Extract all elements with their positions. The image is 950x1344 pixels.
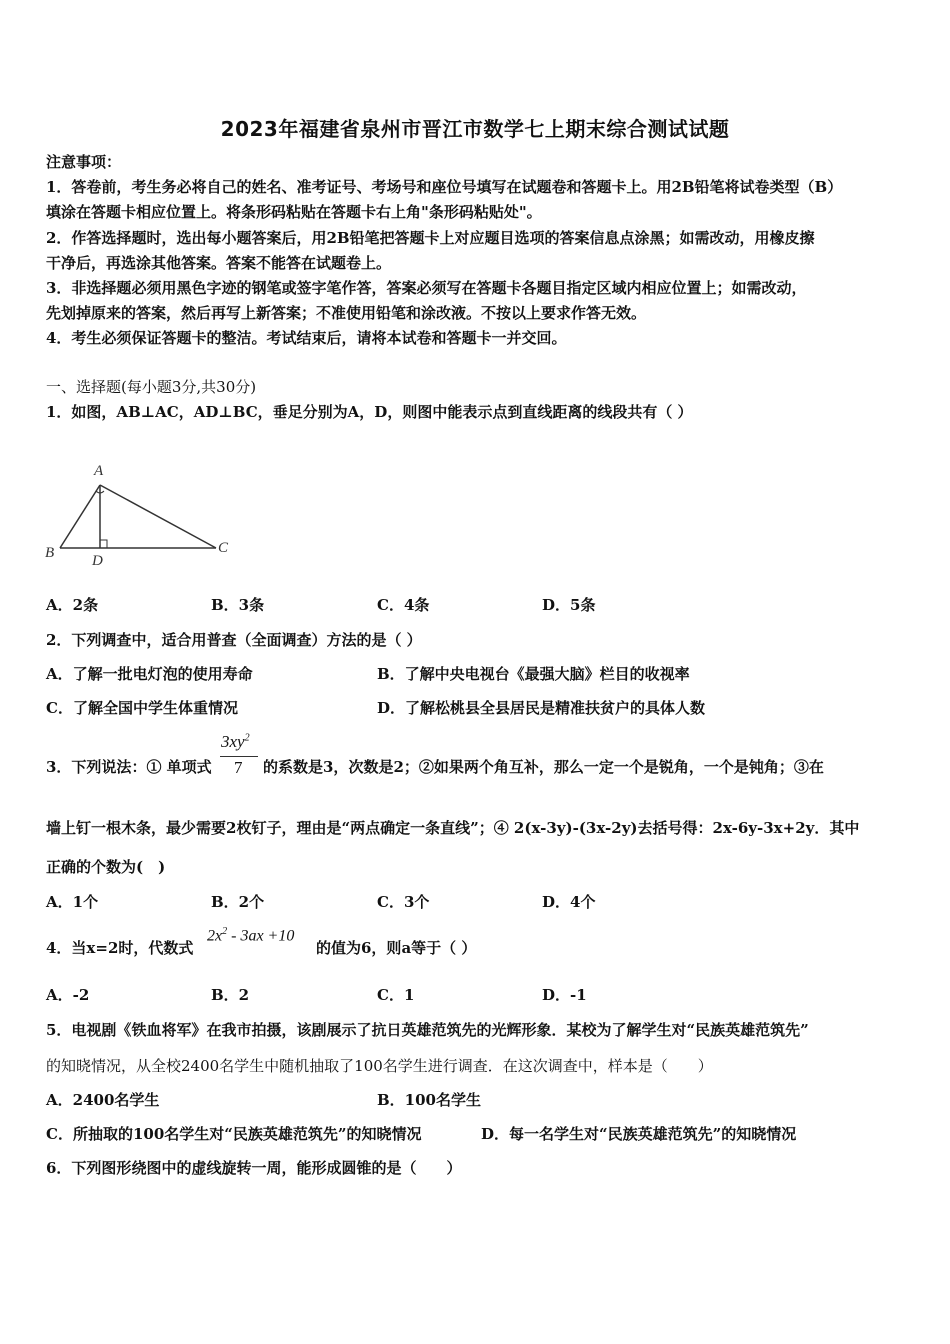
question-3-text: 墙上钉一根木条，最少需要2枚钉子，理由是“两点确定一条直线”；④ 2(x-3y)-(3x-2y)去括号得：2x-6y-3x+2y．其中 bbox=[46, 819, 860, 837]
option-d: D．-1 bbox=[542, 986, 587, 1004]
question-5-stem: 5．电视剧《铁血将军》在我市拍摄，该剧展示了抗日英雄范筑先的光辉形象．某校为了解学生对“民族英雄范筑先” bbox=[46, 1021, 809, 1039]
segment-ab bbox=[60, 485, 100, 548]
notice-line: 1．答卷前，考生务必将自己的姓名、准考证号、考场号和座位号填写在试题卷和答题卡上。用2B铅笔将试卷类型（B） bbox=[46, 178, 843, 196]
option-c: C．3个 bbox=[377, 893, 430, 911]
option-d: D．每一名学生对“民族英雄范筑先”的知晓情况 bbox=[481, 1125, 797, 1143]
option-b: B．了解中央电视台《最强大脑》栏目的收视率 bbox=[377, 665, 690, 683]
fraction-bar bbox=[220, 756, 258, 757]
question-3-text: 的系数是3，次数是2；②如果两个角互补，那么一定一个是锐角，一个是钝角；③在 bbox=[263, 758, 824, 776]
label-c: C bbox=[218, 540, 229, 556]
question-5-text: 的知晓情况，从全校2400名学生中随机抽取了100名学生进行调查．在这次调查中，样本是（ ） bbox=[46, 1057, 713, 1075]
page-title: 2023年福建省泉州市晋江市数学七上期末综合测试试题 bbox=[220, 117, 730, 141]
fraction-denominator: 7 bbox=[234, 758, 243, 777]
label-b: B bbox=[45, 545, 55, 561]
option-a: A．-2 bbox=[46, 986, 90, 1004]
question-4-text: 的值为6，则a等于（ ） bbox=[316, 939, 477, 957]
expr-term: 2x bbox=[207, 927, 223, 945]
right-angle-mark-d bbox=[100, 540, 107, 548]
option-c: C．4条 bbox=[377, 596, 430, 614]
notice-line: 干净后，再选涂其他答案。答案不能答在试题卷上。 bbox=[46, 254, 392, 272]
expr-exponent: 2 bbox=[222, 926, 228, 937]
fraction bbox=[218, 732, 260, 780]
question-6-stem: 6．下列图形绕图中的虚线旋转一周，能形成圆锥的是（ ） bbox=[46, 1159, 462, 1177]
option-d: D．4个 bbox=[542, 893, 596, 911]
option-b: B．2个 bbox=[211, 893, 265, 911]
label-d: D bbox=[92, 553, 103, 569]
notice-line: 3．非选择题必须用黑色字迹的钢笔或签字笔作答，答案必须写在答题卡各题目指定区域内相应位置上；如需改动， bbox=[46, 279, 807, 297]
notice-heading: 注意事项： bbox=[46, 153, 122, 171]
question-1-stem: 1．如图，AB⊥AC，AD⊥BC，垂足分别为A，D，则图中能表示点到直线距离的线段共有（ ） bbox=[46, 403, 693, 421]
algebraic-expression bbox=[207, 926, 294, 945]
option-a: A．了解一批电灯泡的使用寿命 bbox=[46, 665, 253, 683]
triangle-figure bbox=[40, 455, 240, 570]
notice-line: 填涂在答题卡相应位置上。将条形码粘贴在答题卡右上角"条形码粘贴处"。 bbox=[46, 203, 542, 221]
question-3-stem: 3．下列说法：① 单项式 bbox=[46, 758, 212, 776]
notice-line: 2．作答选择题时，选出每小题答案后，用2B铅笔把答题卡上对应题目选项的答案信息点涂黑；如需改动，用橡皮擦 bbox=[46, 229, 815, 247]
option-a: A．1个 bbox=[46, 893, 99, 911]
option-b: B．3条 bbox=[211, 596, 265, 614]
question-2-stem: 2．下列调查中，适合用普查（全面调查）方法的是（ ） bbox=[46, 631, 422, 649]
label-a: A bbox=[94, 463, 104, 479]
option-b: B．100名学生 bbox=[377, 1091, 481, 1109]
segment-ac bbox=[100, 485, 216, 548]
option-d: D．了解松桃县全县居民是精准扶贫户的具体人数 bbox=[377, 699, 706, 717]
notice-line: 4．考生必须保证答题卡的整洁。考试结束后，请将本试卷和答题卡一并交回。 bbox=[46, 329, 567, 347]
numerator-text: 3xy bbox=[221, 732, 245, 751]
question-4-stem: 4．当x=2时，代数式 bbox=[46, 939, 194, 957]
option-b: B．2 bbox=[211, 986, 250, 1004]
option-c: C．1 bbox=[377, 986, 415, 1004]
notice-line: 先划掉原来的答案，然后再写上新答案；不准使用铅笔和涂改液。不按以上要求作答无效。 bbox=[46, 304, 647, 322]
option-c: C．了解全国中学生体重情况 bbox=[46, 699, 238, 717]
option-c: C．所抽取的100名学生对“民族英雄范筑先”的知晓情况 bbox=[46, 1125, 422, 1143]
option-a: A．2条 bbox=[46, 596, 99, 614]
question-3-text: 正确的个数为( ) bbox=[46, 858, 166, 876]
fraction-numerator bbox=[221, 732, 250, 752]
option-d: D．5条 bbox=[542, 596, 596, 614]
numerator-exponent: 2 bbox=[244, 732, 250, 744]
expr-rest: - 3ax +10 bbox=[227, 927, 295, 945]
section-heading: 一、选择题(每小题3分,共30分) bbox=[46, 378, 257, 396]
option-a: A．2400名学生 bbox=[46, 1091, 160, 1109]
